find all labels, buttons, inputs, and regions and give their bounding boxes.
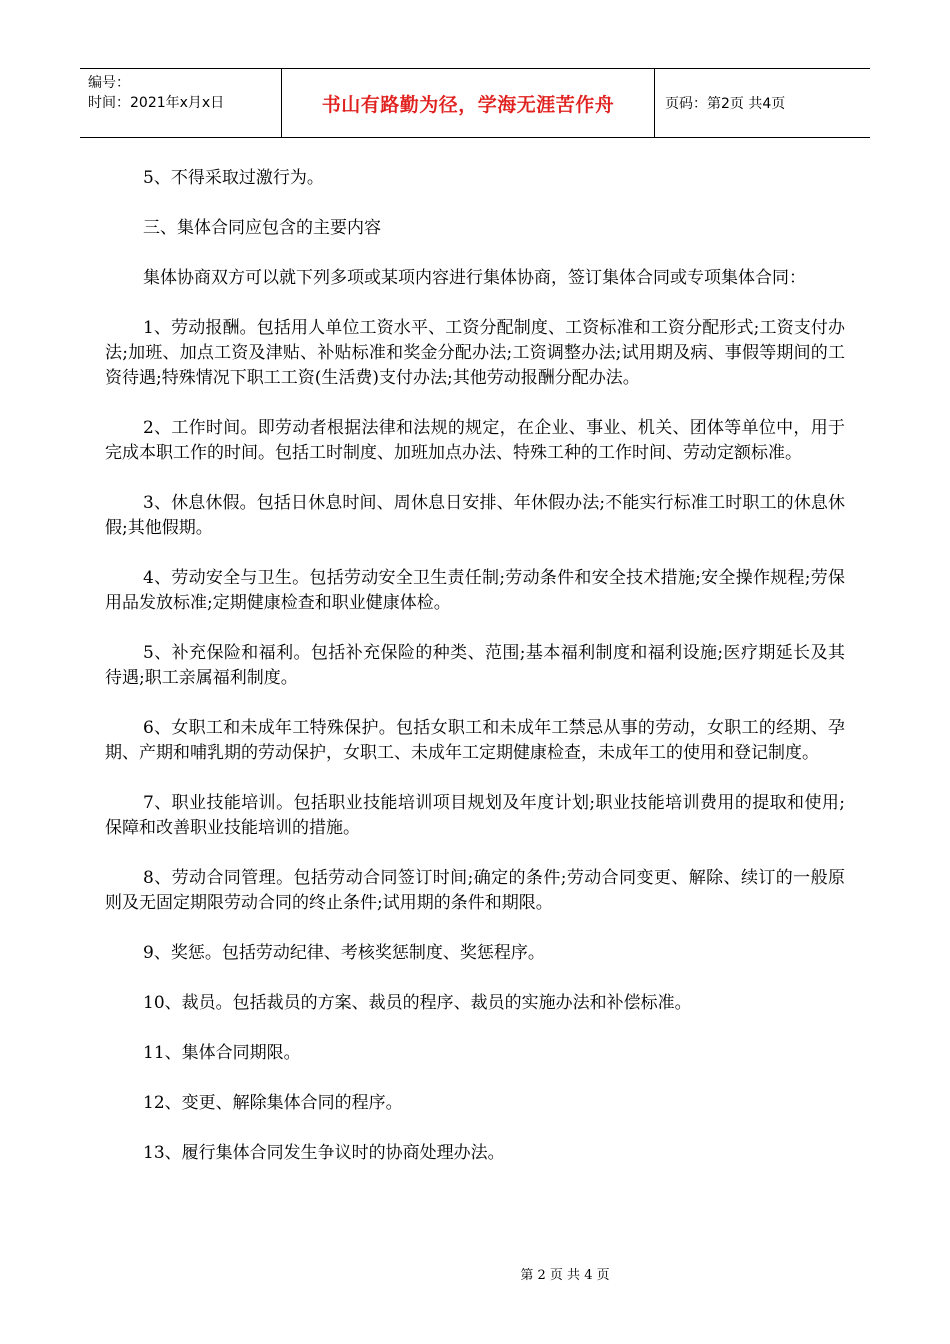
list-item-contract-term: 11、集体合同期限。: [143, 1043, 301, 1063]
header-page-number: 页码：第2页 共4页: [665, 96, 786, 112]
list-item-rest-leave: 3、休息休假。包括日休息时间、周休息日安排、年休假办法;不能实行标准工时职工的休息休假;其他假期。: [105, 493, 845, 538]
list-item-working-time: 2、工作时间。即劳动者根据法律和法规的规定，在企业、事业、机关、团体等单位中，用于完成本职工作的时间。包括工时制度、加班加点办法、特殊工种的工作时间、劳动定额标准。: [105, 418, 845, 463]
page-footer: 第 2 页 共 4 页: [520, 1268, 610, 1283]
document-body: [105, 166, 845, 1191]
list-item-rewards-penalties: 9、奖惩。包括劳动纪律、考核奖惩制度、奖惩程序。: [143, 943, 545, 963]
list-item-special-protection: 6、女职工和未成年工特殊保护。包括女职工和未成年工禁忌从事的劳动，女职工的经期、孕期、产期和哺乳期的劳动保护，女职工、未成年工定期健康检查，未成年工的使用和登记制度。: [105, 718, 845, 763]
list-item-dispute-resolution: 13、履行集体合同发生争议时的协商处理办法。: [143, 1143, 505, 1163]
list-item-remuneration: 1、劳动报酬。包括用人单位工资水平、工资分配制度、工资标准和工资分配形式;工资支付办法;加班、加点工资及津贴、补贴标准和奖金分配办法;工资调整办法;试用期及病、事假等期间的工资待遇;特殊情况下职工工资(生活费)支付办法;其他劳动报酬分配办法。: [105, 318, 845, 388]
header-meta: [80, 69, 282, 137]
paragraph-item-5-restriction: 5、不得采取过激行为。: [143, 168, 324, 188]
section-intro: 集体协商双方可以就下列多项或某项内容进行集体协商，签订集体合同或专项集体合同：: [143, 268, 806, 288]
list-item-insurance-welfare: 5、补充保险和福利。包括补充保险的种类、范围;基本福利制度和福利设施;医疗期延长及其待遇;职工亲属福利制度。: [105, 643, 845, 688]
list-item-layoffs: 10、裁员。包括裁员的方案、裁员的程序、裁员的实施办法和补偿标准。: [143, 993, 692, 1013]
section-heading-3: 三、集体合同应包含的主要内容: [143, 218, 381, 238]
list-item-safety-health: 4、劳动安全与卫生。包括劳动安全卫生责任制;劳动条件和安全技术措施;安全操作规程;劳保用品发放标准;定期健康检查和职业健康体检。: [105, 568, 845, 613]
document-number-label: 编号：: [88, 75, 130, 91]
header-motto: 书山有路勤为径，学海无涯苦作舟: [282, 69, 655, 137]
page-header: [80, 68, 870, 138]
list-item-skills-training: 7、职业技能培训。包括职业技能培训项目规划及年度计划;职业技能培训费用的提取和使用;保障和改善职业技能培训的措施。: [105, 793, 845, 838]
list-item-contract-management: 8、劳动合同管理。包括劳动合同签订时间;确定的条件;劳动合同变更、解除、续订的一般原则及无固定期限劳动合同的终止条件;试用期的条件和期限。: [105, 868, 845, 913]
list-item-change-procedure: 12、变更、解除集体合同的程序。: [143, 1093, 403, 1113]
document-time-label: 时间：2021年x月x日: [88, 95, 225, 111]
